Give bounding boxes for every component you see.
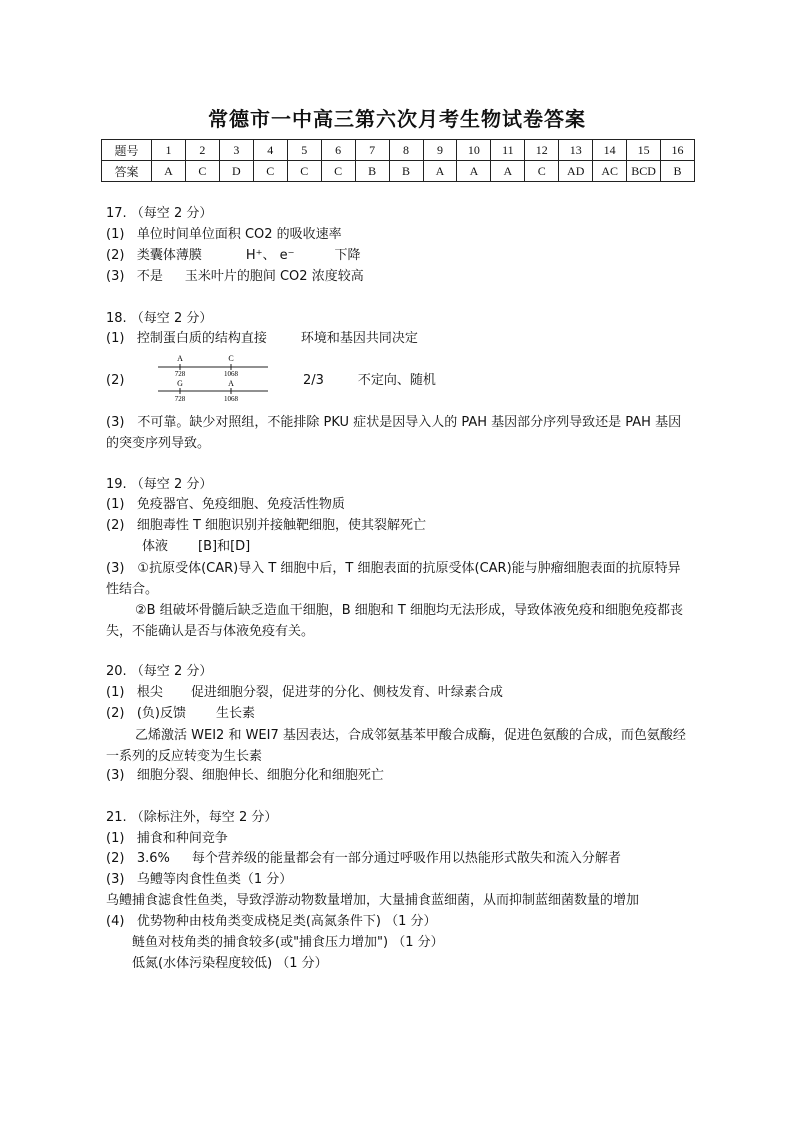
item-number: (1) bbox=[106, 497, 125, 512]
answer-text: 不是 bbox=[136, 269, 163, 284]
table-cell: 6 bbox=[321, 140, 355, 161]
answer-text: 捕食和种间竞争 bbox=[136, 831, 228, 846]
table-cell: 2 bbox=[185, 140, 219, 161]
table-cell: C bbox=[321, 161, 355, 182]
table-cell: 3 bbox=[219, 140, 253, 161]
table-cell: C bbox=[185, 161, 219, 182]
answer-text: 类囊体薄膜 bbox=[136, 248, 202, 263]
item-number: (4) bbox=[106, 914, 125, 929]
q21-line2 bbox=[106, 850, 621, 868]
table-cell: AD bbox=[559, 161, 593, 182]
answer-text: 细胞分裂、细胞伸长、细胞分化和细胞死亡 bbox=[136, 768, 384, 783]
q18-line3: (3) 不可靠。缺少对照组，不能排除 PKU 症状是因导入人的 PAH 基因部分序列导致还是 PAH 基因的突变序列导致。 bbox=[106, 415, 682, 451]
q17-line1 bbox=[106, 226, 342, 244]
q19-line2b bbox=[142, 538, 250, 556]
item-number: (1) bbox=[106, 685, 125, 700]
q20-line2 bbox=[106, 705, 255, 723]
position-label: 728 bbox=[174, 370, 186, 378]
table-cell: C bbox=[287, 161, 321, 182]
table-cell: D bbox=[219, 161, 253, 182]
answer-text: 每个营养级的能量都会有一部分通过呼吸作用以热能形式散失和流入分解者 bbox=[191, 851, 621, 866]
table-row-numbers bbox=[102, 140, 695, 161]
dna-sequence-diagram bbox=[156, 353, 270, 403]
q21-line3b: 乌鳢捕食滤食性鱼类，导致浮游动物数量增加，大量捕食蓝细菌，从而抑制蓝细菌数量的增加 bbox=[106, 893, 640, 908]
table-cell: 7 bbox=[355, 140, 389, 161]
answer-text: 生长素 bbox=[215, 706, 255, 721]
position-label: 1068 bbox=[224, 395, 238, 403]
answer-text: 乌鳢等肉食性鱼类（1 分） bbox=[136, 872, 293, 887]
answer-text: H⁺、 e⁻ bbox=[245, 248, 295, 263]
table-cell: B bbox=[661, 161, 695, 182]
answer-text: 体液 bbox=[142, 539, 169, 554]
item-number: (2) bbox=[106, 706, 125, 721]
answer-table bbox=[101, 139, 695, 182]
answer-text: 3.6% bbox=[136, 851, 170, 866]
q20-heading: 20. （每空 2 分） bbox=[106, 664, 213, 679]
item-number: (3) bbox=[106, 872, 125, 887]
answer-text: 下降 bbox=[334, 248, 361, 263]
table-cell: 8 bbox=[389, 140, 423, 161]
table-cell: 10 bbox=[457, 140, 491, 161]
position-label: 728 bbox=[174, 395, 186, 403]
table-cell: 9 bbox=[423, 140, 457, 161]
item-number: (2) bbox=[106, 851, 125, 866]
table-cell: 16 bbox=[661, 140, 695, 161]
table-cell: 12 bbox=[525, 140, 559, 161]
base-label: G bbox=[177, 379, 183, 388]
base-label: A bbox=[177, 354, 183, 363]
item-number: (2) bbox=[106, 518, 125, 533]
answer-text: 2/3 bbox=[303, 373, 324, 388]
q20-line2c: 乙烯激活 WEI2 和 WEI7 基因表达，合成邻氨基苯甲酸合成酶，促进色氨酸的合成，而色氨酸经一系列的反应转变为生长素 bbox=[106, 728, 686, 764]
q17-heading: 17. （每空 2 分） bbox=[106, 206, 213, 221]
q19-line3: (3) ①抗原受体(CAR)导入 T 细胞中后，T 细胞表面的抗原受体(CAR)能与肿瘤细胞表面的抗原特异性结合。 bbox=[106, 561, 681, 597]
item-number: (1) bbox=[106, 331, 125, 346]
q18-heading: 18. （每空 2 分） bbox=[106, 311, 213, 326]
table-cell: A bbox=[423, 161, 457, 182]
q19-line1 bbox=[106, 496, 345, 514]
answer-text: 玉米叶片的胞间 CO2 浓度较高 bbox=[184, 269, 364, 284]
answer-text: 优势物种由枝角类变成桡足类(高氮条件下) （1 分） bbox=[136, 914, 437, 929]
q21-line4c: 低氮(水体污染程度较低) （1 分） bbox=[132, 956, 328, 971]
table-cell: A bbox=[152, 161, 186, 182]
answer-text: (负)反馈 bbox=[136, 706, 186, 721]
q18-line2-answers bbox=[303, 372, 436, 390]
table-cell: A bbox=[491, 161, 525, 182]
answer-text: [B]和[D] bbox=[198, 539, 251, 554]
q19-line4: ②B 组破坏骨髓后缺乏造血干细胞，B 细胞和 T 细胞均无法形成，导致体液免疫和细胞免疫都丧失，不能确认是否与体液免疫有关。 bbox=[106, 603, 683, 639]
row-label-numbers: 题号 bbox=[102, 140, 152, 161]
table-cell: B bbox=[355, 161, 389, 182]
table-cell: 11 bbox=[491, 140, 525, 161]
table-cell: B bbox=[389, 161, 423, 182]
table-cell: 13 bbox=[559, 140, 593, 161]
position-label: 1068 bbox=[224, 370, 238, 378]
table-cell: 5 bbox=[287, 140, 321, 161]
q21-line1 bbox=[106, 830, 228, 848]
answer-text: 根尖 bbox=[136, 685, 163, 700]
q21-line4b: 鲢鱼对枝角类的捕食较多(或"捕食压力增加") （1 分） bbox=[132, 935, 444, 950]
answer-text: 免疫器官、免疫细胞、免疫活性物质 bbox=[136, 497, 345, 512]
q17-line2 bbox=[106, 247, 361, 265]
answer-text: 环境和基因共同决定 bbox=[300, 331, 418, 346]
table-cell: 15 bbox=[627, 140, 661, 161]
table-cell: A bbox=[457, 161, 491, 182]
q20-line3 bbox=[106, 767, 384, 785]
answer-text: 控制蛋白质的结构直接 bbox=[136, 331, 267, 346]
base-label: A bbox=[228, 379, 234, 388]
answer-text: 不定向、随机 bbox=[357, 373, 436, 388]
page-title: 常德市一中高三第六次月考生物试卷答案 bbox=[208, 107, 586, 131]
base-label: C bbox=[228, 354, 234, 363]
item-number: (3) bbox=[106, 269, 125, 284]
item-number: (1) bbox=[106, 227, 125, 242]
q19-line2 bbox=[106, 517, 426, 535]
answer-text: 单位时间单位面积 CO2 的吸收速率 bbox=[136, 227, 342, 242]
answer-text: 细胞毒性 T 细胞识别并接触靶细胞，使其裂解死亡 bbox=[136, 518, 427, 533]
q20-line1 bbox=[106, 684, 503, 702]
item-number: (1) bbox=[106, 831, 125, 846]
row-label-answers: 答案 bbox=[102, 161, 152, 182]
q17-line3 bbox=[106, 268, 364, 286]
table-cell: 14 bbox=[593, 140, 627, 161]
table-cell: 4 bbox=[253, 140, 287, 161]
q21-line4 bbox=[106, 913, 437, 931]
item-number: (3) bbox=[106, 768, 125, 783]
table-cell: AC bbox=[593, 161, 627, 182]
q18-line1 bbox=[106, 330, 418, 348]
table-cell: C bbox=[253, 161, 287, 182]
table-cell: BCD bbox=[627, 161, 661, 182]
item-number: (2) bbox=[106, 248, 125, 263]
item-number: (2) bbox=[106, 373, 125, 388]
table-cell: C bbox=[525, 161, 559, 182]
table-cell: 1 bbox=[152, 140, 186, 161]
q21-line3 bbox=[106, 871, 292, 889]
table-row-answers bbox=[102, 161, 695, 182]
answer-text: 促进细胞分裂，促进芽的分化、侧枝发育、叶绿素合成 bbox=[190, 685, 503, 700]
q21-heading: 21. （除标注外，每空 2 分） bbox=[106, 810, 278, 825]
q19-heading: 19. （每空 2 分） bbox=[106, 477, 213, 492]
